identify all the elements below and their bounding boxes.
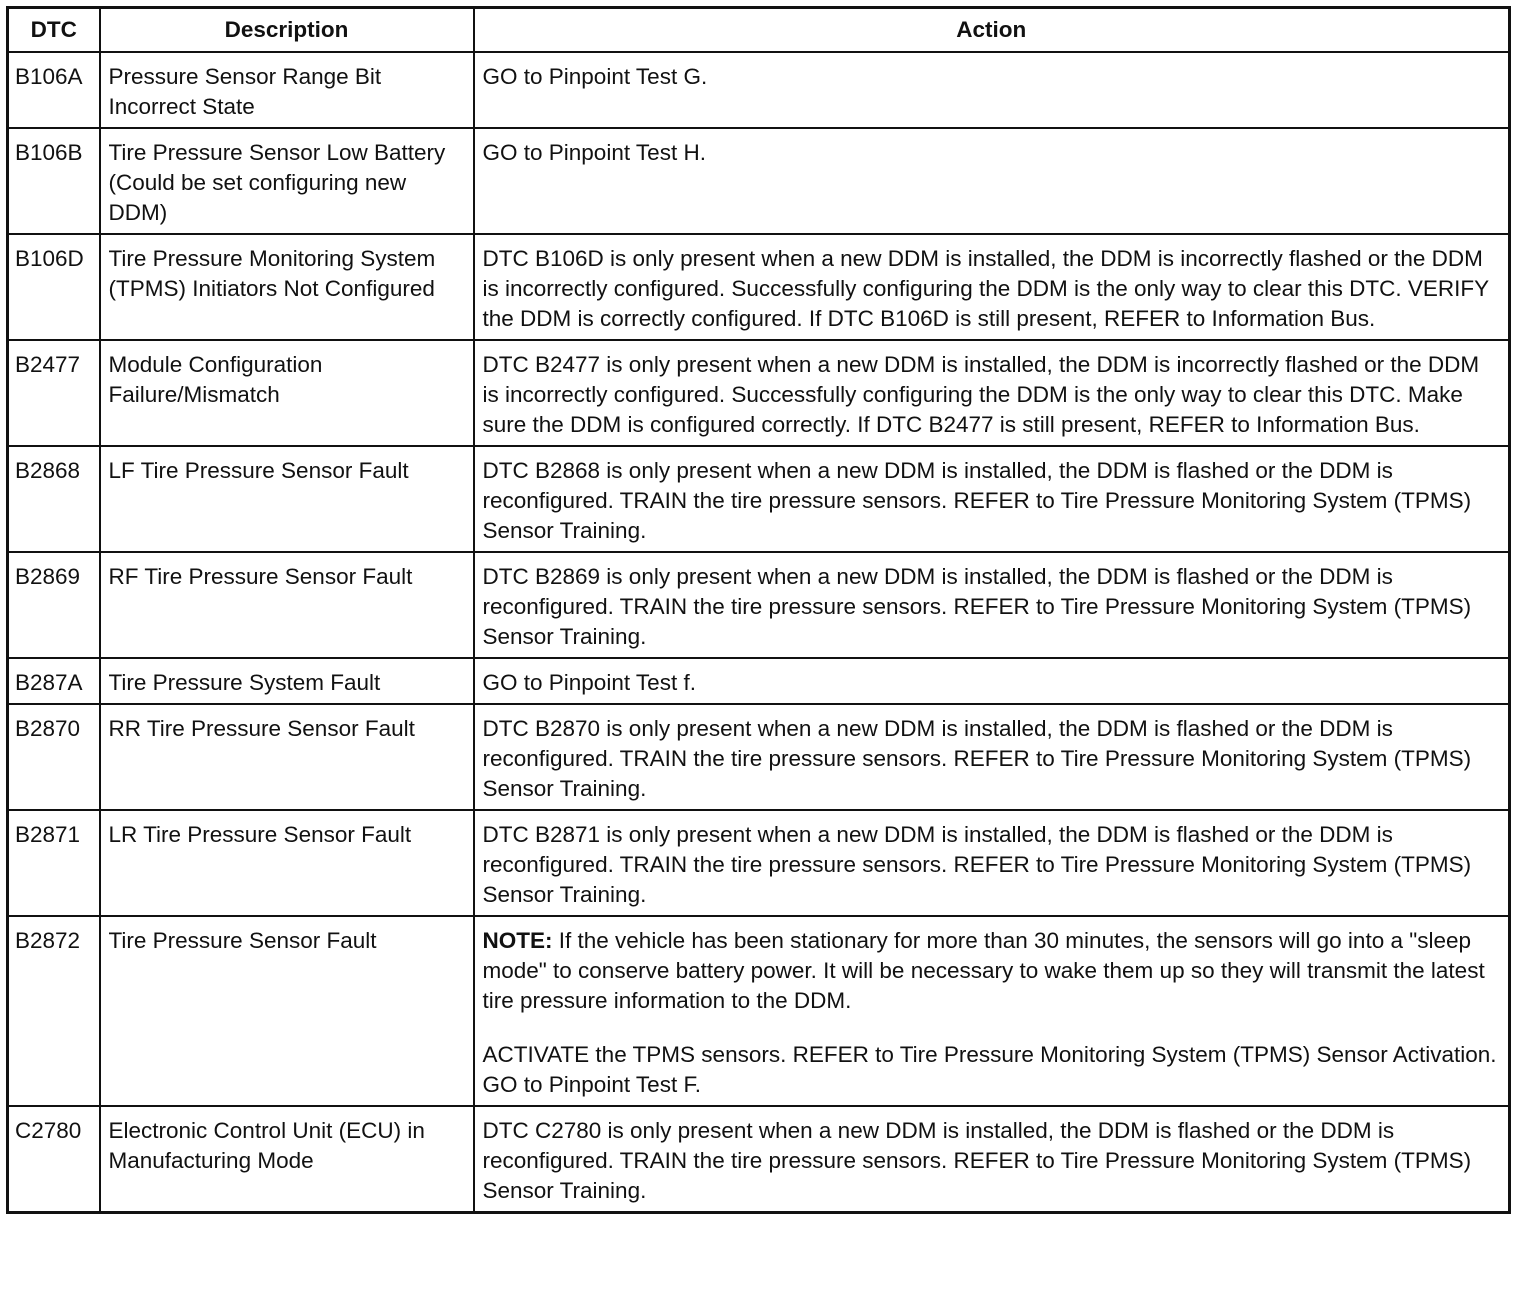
- header-row: [8, 8, 1510, 53]
- table-row: [8, 704, 1510, 810]
- table-row: [8, 234, 1510, 340]
- dtc-code: B106A: [8, 52, 100, 128]
- dtc-action: DTC B2869 is only present when a new DDM is installed, the DDM is flashed or the DDM is reconfigured. TRAIN the tire pressure sensors. REFER to Tire Pressure Monitoring System (TPMS) Sensor Training.: [474, 552, 1510, 658]
- table-row: [8, 340, 1510, 446]
- dtc-code: B2869: [8, 552, 100, 658]
- table-row: [8, 1106, 1510, 1213]
- dtc-code: B2868: [8, 446, 100, 552]
- table-row: [8, 52, 1510, 128]
- dtc-description: Tire Pressure System Fault: [100, 658, 474, 704]
- dtc-description: LF Tire Pressure Sensor Fault: [100, 446, 474, 552]
- dtc-code: B2871: [8, 810, 100, 916]
- note-paragraph: [483, 926, 1501, 1016]
- dtc-description: Pressure Sensor Range Bit Incorrect State: [100, 52, 474, 128]
- dtc-action: GO to Pinpoint Test H.: [474, 128, 1510, 234]
- note-text: If the vehicle has been stationary for more than 30 minutes, the sensors will go into a "sleep mode" to conserve battery power. It will be necessary to wake them up so they will transmit the latest tire pressure information to the DDM.: [482, 928, 1485, 1013]
- dtc-action: DTC B2868 is only present when a new DDM is installed, the DDM is flashed or the DDM is reconfigured. TRAIN the tire pressure sensors. REFER to Tire Pressure Monitoring System (TPMS) Sensor Training.: [474, 446, 1510, 552]
- dtc-table: [6, 6, 1511, 1214]
- dtc-code: C2780: [8, 1106, 100, 1213]
- note-label: NOTE:: [482, 928, 553, 953]
- dtc-description: RF Tire Pressure Sensor Fault: [100, 552, 474, 658]
- dtc-code: B106D: [8, 234, 100, 340]
- dtc-action: DTC B2871 is only present when a new DDM is installed, the DDM is flashed or the DDM is reconfigured. TRAIN the tire pressure sensors. REFER to Tire Pressure Monitoring System (TPMS) Sensor Training.: [474, 810, 1510, 916]
- dtc-action: GO to Pinpoint Test G.: [474, 52, 1510, 128]
- dtc-action: DTC B2477 is only present when a new DDM is installed, the DDM is incorrectly flashed or the DDM is incorrectly configured. Successfully configuring the DDM is the only way to clear this DTC. Make sure the DDM is configured correctly. If DTC B2477 is still present, REFER to Information Bus.: [474, 340, 1510, 446]
- dtc-code: B106B: [8, 128, 100, 234]
- header-dtc: DTC: [8, 8, 100, 53]
- dtc-description: RR Tire Pressure Sensor Fault: [100, 704, 474, 810]
- dtc-code: B2870: [8, 704, 100, 810]
- header-description: Description: [100, 8, 474, 53]
- table-row: [8, 552, 1510, 658]
- dtc-description: Tire Pressure Sensor Low Battery (Could be set configuring new DDM): [100, 128, 474, 234]
- table-row: [8, 446, 1510, 552]
- dtc-action: DTC B2870 is only present when a new DDM is installed, the DDM is flashed or the DDM is reconfigured. TRAIN the tire pressure sensors. REFER to Tire Pressure Monitoring System (TPMS) Sensor Training.: [474, 704, 1510, 810]
- action-paragraph: ACTIVATE the TPMS sensors. REFER to Tire Pressure Monitoring System (TPMS) Sensor Activation. GO to Pinpoint Test F.: [482, 1042, 1497, 1097]
- dtc-code: B287A: [8, 658, 100, 704]
- table-row: [8, 916, 1510, 1106]
- dtc-action: DTC B106D is only present when a new DDM is installed, the DDM is incorrectly flashed or the DDM is incorrectly configured. Successfully configuring the DDM is the only way to clear this DTC. VERIFY the DDM is correctly configured. If DTC B106D is still present, REFER to Information Bus.: [474, 234, 1510, 340]
- dtc-description: Tire Pressure Sensor Fault: [100, 916, 474, 1106]
- dtc-code: B2872: [8, 916, 100, 1106]
- dtc-description: Tire Pressure Monitoring System (TPMS) Initiators Not Configured: [100, 234, 474, 340]
- table-row: [8, 658, 1510, 704]
- dtc-code: B2477: [8, 340, 100, 446]
- table-row: [8, 810, 1510, 916]
- dtc-description: LR Tire Pressure Sensor Fault: [100, 810, 474, 916]
- dtc-action: GO to Pinpoint Test f.: [474, 658, 1510, 704]
- dtc-description: Module Configuration Failure/Mismatch: [100, 340, 474, 446]
- dtc-description: Electronic Control Unit (ECU) in Manufacturing Mode: [100, 1106, 474, 1213]
- dtc-action: [474, 916, 1510, 1106]
- table-row: [8, 128, 1510, 234]
- header-action: Action: [474, 8, 1510, 53]
- dtc-action: DTC C2780 is only present when a new DDM is installed, the DDM is flashed or the DDM is reconfigured. TRAIN the tire pressure sensors. REFER to Tire Pressure Monitoring System (TPMS) Sensor Training.: [474, 1106, 1510, 1213]
